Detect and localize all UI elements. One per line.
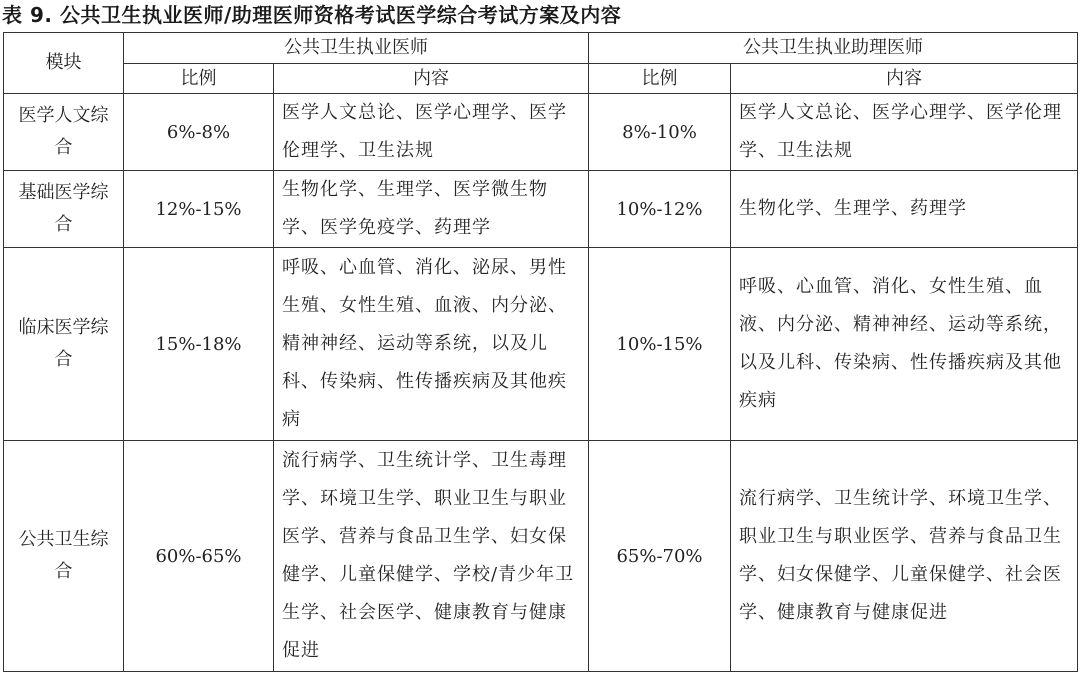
table-row [4, 94, 1078, 171]
header-group-practitioner: 公共卫生执业医师 [124, 33, 589, 64]
header-content-assistant: 内容 [731, 64, 1078, 94]
exam-plan-table [3, 32, 1078, 672]
module-name: 基础医学综合 [4, 171, 124, 248]
ratio-practitioner: 6%-8% [124, 94, 274, 171]
ratio-assistant: 8%-10% [589, 94, 731, 171]
content-assistant: 流行病学、卫生统计学、环境卫生学、职业卫生与职业医学、营养与食品卫生学、妇女保健学、儿童保健学、社会医学、健康教育与健康促进 [731, 441, 1078, 672]
header-row-groups [4, 33, 1078, 64]
table-caption: 表 9. 公共卫生执业医师/助理医师资格考试医学综合考试方案及内容 [2, 3, 622, 27]
content-assistant: 呼吸、心血管、消化、女性生殖、血液、内分泌、精神神经、运动等系统，以及儿科、传染病、性传播疾病及其他疾病 [731, 248, 1078, 441]
content-practitioner: 流行病学、卫生统计学、卫生毒理学、环境卫生学、职业卫生与职业医学、营养与食品卫生学、妇女保健学、儿童保健学、学校/青少年卫生学、社会医学、健康教育与健康促进 [274, 441, 589, 672]
ratio-assistant: 65%-70% [589, 441, 731, 672]
content-practitioner: 医学人文总论、医学心理学、医学伦理学、卫生法规 [274, 94, 589, 171]
header-group-assistant: 公共卫生执业助理医师 [589, 33, 1078, 64]
content-practitioner: 呼吸、心血管、消化、泌尿、男性生殖、女性生殖、血液、内分泌、精神神经、运动等系统，以及儿科、传染病、性传播疾病及其他疾病 [274, 248, 589, 441]
table-row [4, 248, 1078, 441]
ratio-practitioner: 15%-18% [124, 248, 274, 441]
ratio-practitioner: 60%-65% [124, 441, 274, 672]
ratio-assistant: 10%-12% [589, 171, 731, 248]
table-row [4, 171, 1078, 248]
header-content-practitioner: 内容 [274, 64, 589, 94]
module-name: 医学人文综合 [4, 94, 124, 171]
content-assistant: 生物化学、生理学、药理学 [731, 171, 1078, 248]
ratio-practitioner: 12%-15% [124, 171, 274, 248]
module-name: 临床医学综合 [4, 248, 124, 441]
content-assistant: 医学人文总论、医学心理学、医学伦理学、卫生法规 [731, 94, 1078, 171]
content-practitioner: 生物化学、生理学、医学微生物学、医学免疫学、药理学 [274, 171, 589, 248]
module-name: 公共卫生综合 [4, 441, 124, 672]
header-ratio-practitioner: 比例 [124, 64, 274, 94]
table-row [4, 441, 1078, 672]
ratio-assistant: 10%-15% [589, 248, 731, 441]
header-module: 模块 [4, 33, 124, 94]
header-ratio-assistant: 比例 [589, 64, 731, 94]
header-row-columns [4, 64, 1078, 94]
